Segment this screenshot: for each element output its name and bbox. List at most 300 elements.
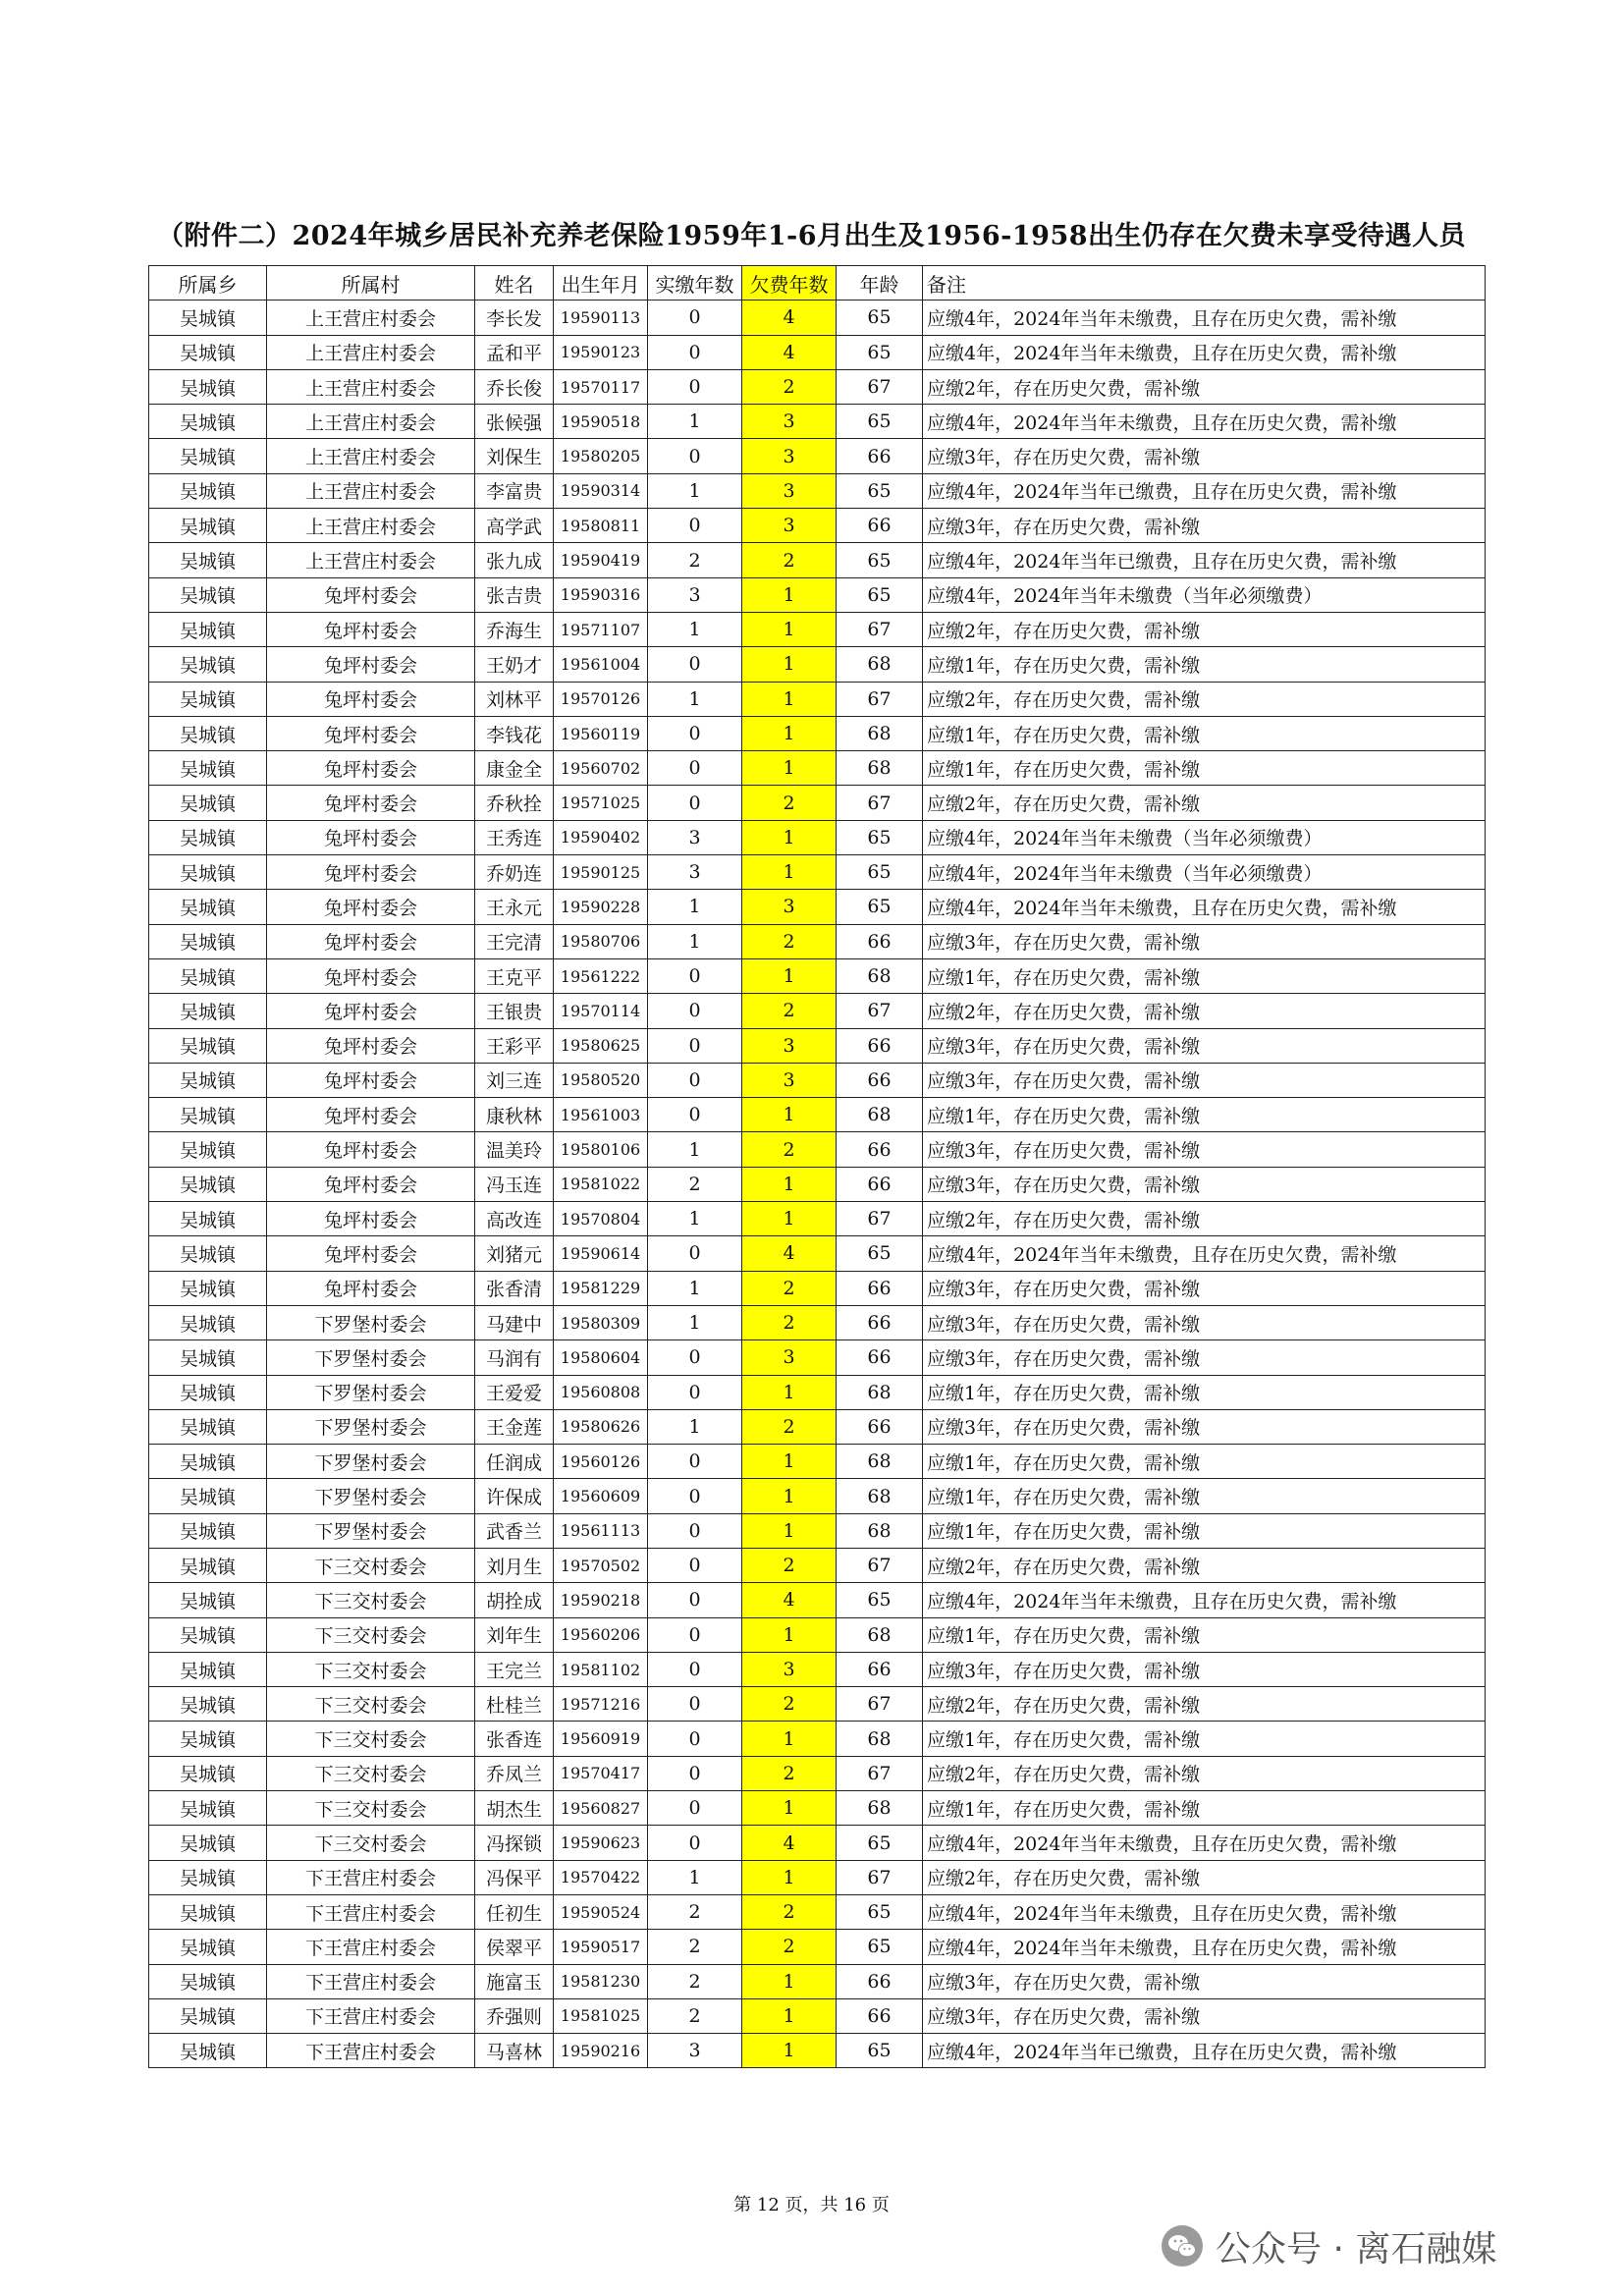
cell-age: 68 xyxy=(837,1791,923,1826)
watermark-text: 公众号 · 离石融媒 xyxy=(1216,2228,1497,2269)
cell-name: 乔奶连 xyxy=(475,855,554,890)
col-header-paid-years: 实缴年数 xyxy=(648,266,742,301)
cell-paid-years: 3 xyxy=(648,2034,742,2068)
cell-birth: 19580106 xyxy=(554,1132,648,1167)
cell-village: 下三交村委会 xyxy=(267,1687,475,1722)
cell-age: 67 xyxy=(837,1687,923,1722)
cell-township: 吴城镇 xyxy=(149,855,267,890)
cell-age: 68 xyxy=(837,958,923,993)
cell-age: 65 xyxy=(837,1583,923,1617)
cell-birth: 19581102 xyxy=(554,1652,648,1686)
cell-remarks: 应缴3年，存在历史欠费，需补缴 xyxy=(923,1409,1486,1444)
cell-paid-years: 1 xyxy=(648,1409,742,1444)
table-row xyxy=(149,1722,1486,1756)
cell-village: 兔坪村委会 xyxy=(267,1167,475,1201)
cell-arrears-years: 3 xyxy=(742,1028,837,1063)
table-row xyxy=(149,1687,1486,1722)
table-row xyxy=(149,335,1486,369)
cell-birth: 19580604 xyxy=(554,1340,648,1375)
cell-township: 吴城镇 xyxy=(149,1271,267,1305)
cell-township: 吴城镇 xyxy=(149,716,267,750)
cell-name: 温美玲 xyxy=(475,1132,554,1167)
cell-paid-years: 0 xyxy=(648,439,742,473)
cell-arrears-years: 2 xyxy=(742,1930,837,1964)
cell-remarks: 应缴4年，2024年当年未缴费，且存在历史欠费，需补缴 xyxy=(923,301,1486,335)
cell-age: 68 xyxy=(837,1722,923,1756)
cell-birth: 19590402 xyxy=(554,820,648,854)
cell-arrears-years: 2 xyxy=(742,1305,837,1339)
cell-remarks: 应缴3年，存在历史欠费，需补缴 xyxy=(923,1028,1486,1063)
cell-village: 兔坪村委会 xyxy=(267,647,475,682)
cell-paid-years: 1 xyxy=(648,405,742,439)
cell-village: 兔坪村委会 xyxy=(267,786,475,820)
cell-name: 许保成 xyxy=(475,1479,554,1513)
cell-arrears-years: 1 xyxy=(742,855,837,890)
cell-village: 兔坪村委会 xyxy=(267,1202,475,1236)
cell-township: 吴城镇 xyxy=(149,1998,267,2033)
col-header-age: 年龄 xyxy=(837,266,923,301)
table-row xyxy=(149,1479,1486,1513)
cell-name: 王彩平 xyxy=(475,1028,554,1063)
cell-village: 兔坪村委会 xyxy=(267,924,475,958)
cell-village: 下三交村委会 xyxy=(267,1617,475,1652)
cell-paid-years: 2 xyxy=(648,1894,742,1929)
cell-village: 下王营庄村委会 xyxy=(267,1930,475,1964)
cell-village: 兔坪村委会 xyxy=(267,1028,475,1063)
cell-name: 王秀连 xyxy=(475,820,554,854)
cell-birth: 19590216 xyxy=(554,2034,648,2068)
cell-birth: 19561004 xyxy=(554,647,648,682)
cell-arrears-years: 2 xyxy=(742,1271,837,1305)
cell-remarks: 应缴4年，2024年当年未缴费，且存在历史欠费，需补缴 xyxy=(923,1826,1486,1860)
cell-age: 66 xyxy=(837,1167,923,1201)
cell-arrears-years: 3 xyxy=(742,890,837,924)
cell-name: 李长发 xyxy=(475,301,554,335)
cell-arrears-years: 1 xyxy=(742,577,837,612)
cell-name: 王银贵 xyxy=(475,994,554,1028)
cell-name: 高改连 xyxy=(475,1202,554,1236)
col-header-name: 姓名 xyxy=(475,266,554,301)
cell-name: 王奶才 xyxy=(475,647,554,682)
cell-birth: 19560609 xyxy=(554,1479,648,1513)
table-row xyxy=(149,1617,1486,1652)
cell-township: 吴城镇 xyxy=(149,1513,267,1548)
cell-arrears-years: 2 xyxy=(742,924,837,958)
table-row xyxy=(149,958,1486,993)
cell-township: 吴城镇 xyxy=(149,1826,267,1860)
cell-birth: 19580520 xyxy=(554,1063,648,1097)
cell-township: 吴城镇 xyxy=(149,1548,267,1582)
cell-township: 吴城镇 xyxy=(149,924,267,958)
cell-remarks: 应缴1年，存在历史欠费，需补缴 xyxy=(923,647,1486,682)
cell-paid-years: 1 xyxy=(648,890,742,924)
table-row xyxy=(149,1513,1486,1548)
cell-arrears-years: 2 xyxy=(742,543,837,577)
cell-name: 侯翠平 xyxy=(475,1930,554,1964)
cell-paid-years: 2 xyxy=(648,1964,742,1998)
table-row xyxy=(149,1305,1486,1339)
cell-township: 吴城镇 xyxy=(149,1583,267,1617)
cell-paid-years: 0 xyxy=(648,958,742,993)
cell-paid-years: 0 xyxy=(648,786,742,820)
cell-name: 张候强 xyxy=(475,405,554,439)
cell-arrears-years: 1 xyxy=(742,1964,837,1998)
table-row xyxy=(149,1340,1486,1375)
cell-age: 66 xyxy=(837,439,923,473)
cell-paid-years: 1 xyxy=(648,924,742,958)
cell-village: 下王营庄村委会 xyxy=(267,1964,475,1998)
table-row xyxy=(149,924,1486,958)
cell-birth: 19590419 xyxy=(554,543,648,577)
wechat-logo-icon xyxy=(1161,2224,1204,2268)
cell-township: 吴城镇 xyxy=(149,1375,267,1409)
cell-name: 李富贵 xyxy=(475,473,554,508)
cell-birth: 19590524 xyxy=(554,1894,648,1929)
cell-arrears-years: 3 xyxy=(742,473,837,508)
cell-township: 吴城镇 xyxy=(149,612,267,646)
cell-arrears-years: 1 xyxy=(742,1513,837,1548)
cell-arrears-years: 1 xyxy=(742,1791,837,1826)
cell-age: 67 xyxy=(837,994,923,1028)
cell-age: 66 xyxy=(837,1271,923,1305)
cell-township: 吴城镇 xyxy=(149,1687,267,1722)
cell-remarks: 应缴4年，2024年当年未缴费（当年必须缴费） xyxy=(923,577,1486,612)
cell-paid-years: 1 xyxy=(648,473,742,508)
cell-village: 上王营庄村委会 xyxy=(267,301,475,335)
cell-arrears-years: 2 xyxy=(742,1687,837,1722)
table-row xyxy=(149,716,1486,750)
cell-birth: 19570502 xyxy=(554,1548,648,1582)
cell-remarks: 应缴3年，存在历史欠费，需补缴 xyxy=(923,509,1486,543)
cell-remarks: 应缴4年，2024年当年未缴费，且存在历史欠费，需补缴 xyxy=(923,335,1486,369)
cell-remarks: 应缴1年，存在历史欠费，需补缴 xyxy=(923,1791,1486,1826)
cell-remarks: 应缴2年，存在历史欠费，需补缴 xyxy=(923,1548,1486,1582)
col-header-village: 所属村 xyxy=(267,266,475,301)
cell-age: 68 xyxy=(837,1375,923,1409)
cell-age: 66 xyxy=(837,1409,923,1444)
cell-remarks: 应缴1年，存在历史欠费，需补缴 xyxy=(923,1479,1486,1513)
cell-age: 66 xyxy=(837,1340,923,1375)
table-row xyxy=(149,369,1486,404)
cell-remarks: 应缴4年，2024年当年未缴费，且存在历史欠费，需补缴 xyxy=(923,1930,1486,1964)
cell-name: 张九成 xyxy=(475,543,554,577)
cell-age: 66 xyxy=(837,1964,923,1998)
cell-age: 65 xyxy=(837,543,923,577)
cell-name: 乔凤兰 xyxy=(475,1756,554,1790)
cell-remarks: 应缴2年，存在历史欠费，需补缴 xyxy=(923,1756,1486,1790)
table-row xyxy=(149,1791,1486,1826)
col-header-township: 所属乡 xyxy=(149,266,267,301)
cell-age: 67 xyxy=(837,1860,923,1894)
table-row xyxy=(149,509,1486,543)
cell-township: 吴城镇 xyxy=(149,335,267,369)
cell-birth: 19581022 xyxy=(554,1167,648,1201)
cell-village: 兔坪村委会 xyxy=(267,577,475,612)
cell-arrears-years: 4 xyxy=(742,1236,837,1271)
cell-name: 刘林平 xyxy=(475,682,554,716)
cell-paid-years: 0 xyxy=(648,1791,742,1826)
cell-remarks: 应缴1年，存在历史欠费，需补缴 xyxy=(923,1375,1486,1409)
col-header-remarks: 备注 xyxy=(923,266,1486,301)
table-row xyxy=(149,751,1486,786)
cell-paid-years: 0 xyxy=(648,716,742,750)
cell-name: 王完兰 xyxy=(475,1652,554,1686)
table-row xyxy=(149,1445,1486,1479)
cell-remarks: 应缴1年，存在历史欠费，需补缴 xyxy=(923,716,1486,750)
cell-village: 上王营庄村委会 xyxy=(267,369,475,404)
cell-paid-years: 0 xyxy=(648,335,742,369)
table-row xyxy=(149,1548,1486,1582)
cell-birth: 19580626 xyxy=(554,1409,648,1444)
cell-paid-years: 2 xyxy=(648,1167,742,1201)
cell-name: 任初生 xyxy=(475,1894,554,1929)
cell-village: 下三交村委会 xyxy=(267,1583,475,1617)
cell-birth: 19560206 xyxy=(554,1617,648,1652)
cell-paid-years: 1 xyxy=(648,1202,742,1236)
cell-remarks: 应缴3年，存在历史欠费，需补缴 xyxy=(923,1271,1486,1305)
cell-village: 下王营庄村委会 xyxy=(267,1860,475,1894)
cell-birth: 19561003 xyxy=(554,1098,648,1132)
table-row xyxy=(149,1756,1486,1790)
cell-birth: 19571216 xyxy=(554,1687,648,1722)
cell-remarks: 应缴3年，存在历史欠费，需补缴 xyxy=(923,1063,1486,1097)
cell-village: 下王营庄村委会 xyxy=(267,1894,475,1929)
cell-remarks: 应缴2年，存在历史欠费，需补缴 xyxy=(923,1202,1486,1236)
cell-birth: 19581229 xyxy=(554,1271,648,1305)
cell-township: 吴城镇 xyxy=(149,1098,267,1132)
cell-township: 吴城镇 xyxy=(149,2034,267,2068)
cell-village: 上王营庄村委会 xyxy=(267,335,475,369)
cell-age: 65 xyxy=(837,1894,923,1929)
cell-name: 张吉贵 xyxy=(475,577,554,612)
cell-remarks: 应缴2年，存在历史欠费，需补缴 xyxy=(923,682,1486,716)
cell-paid-years: 2 xyxy=(648,1930,742,1964)
cell-village: 兔坪村委会 xyxy=(267,682,475,716)
cell-paid-years: 0 xyxy=(648,1722,742,1756)
table-row xyxy=(149,1375,1486,1409)
cell-paid-years: 3 xyxy=(648,577,742,612)
cell-birth: 19590623 xyxy=(554,1826,648,1860)
cell-birth: 19580625 xyxy=(554,1028,648,1063)
table-row xyxy=(149,1860,1486,1894)
cell-paid-years: 0 xyxy=(648,751,742,786)
cell-township: 吴城镇 xyxy=(149,473,267,508)
cell-village: 兔坪村委会 xyxy=(267,1236,475,1271)
cell-arrears-years: 2 xyxy=(742,1409,837,1444)
cell-township: 吴城镇 xyxy=(149,439,267,473)
cell-paid-years: 0 xyxy=(648,1236,742,1271)
cell-arrears-years: 2 xyxy=(742,1132,837,1167)
cell-birth: 19580811 xyxy=(554,509,648,543)
cell-age: 65 xyxy=(837,301,923,335)
cell-village: 下罗堡村委会 xyxy=(267,1479,475,1513)
cell-paid-years: 1 xyxy=(648,1860,742,1894)
cell-arrears-years: 2 xyxy=(742,994,837,1028)
cell-village: 下三交村委会 xyxy=(267,1756,475,1790)
cell-name: 康秋林 xyxy=(475,1098,554,1132)
cell-name: 李钱花 xyxy=(475,716,554,750)
cell-paid-years: 0 xyxy=(648,1479,742,1513)
cell-age: 65 xyxy=(837,577,923,612)
cell-township: 吴城镇 xyxy=(149,1063,267,1097)
cell-age: 66 xyxy=(837,924,923,958)
cell-name: 乔秋拴 xyxy=(475,786,554,820)
table-row xyxy=(149,1930,1486,1964)
cell-name: 马喜林 xyxy=(475,2034,554,2068)
cell-township: 吴城镇 xyxy=(149,405,267,439)
cell-arrears-years: 2 xyxy=(742,786,837,820)
cell-birth: 19570417 xyxy=(554,1756,648,1790)
cell-paid-years: 1 xyxy=(648,1132,742,1167)
cell-arrears-years: 1 xyxy=(742,1445,837,1479)
cell-arrears-years: 4 xyxy=(742,1826,837,1860)
cell-village: 兔坪村委会 xyxy=(267,1271,475,1305)
table-row xyxy=(149,647,1486,682)
cell-village: 上王营庄村委会 xyxy=(267,543,475,577)
cell-birth: 19561113 xyxy=(554,1513,648,1548)
cell-remarks: 应缴1年，存在历史欠费，需补缴 xyxy=(923,1098,1486,1132)
cell-township: 吴城镇 xyxy=(149,1132,267,1167)
cell-name: 张香清 xyxy=(475,1271,554,1305)
cell-remarks: 应缴3年，存在历史欠费，需补缴 xyxy=(923,1998,1486,2033)
cell-name: 杜桂兰 xyxy=(475,1687,554,1722)
table-row xyxy=(149,612,1486,646)
cell-age: 67 xyxy=(837,786,923,820)
cell-arrears-years: 3 xyxy=(742,1340,837,1375)
cell-remarks: 应缴3年，存在历史欠费，需补缴 xyxy=(923,439,1486,473)
cell-village: 下罗堡村委会 xyxy=(267,1513,475,1548)
table-row xyxy=(149,1271,1486,1305)
cell-village: 兔坪村委会 xyxy=(267,1098,475,1132)
cell-birth: 19560126 xyxy=(554,1445,648,1479)
cell-township: 吴城镇 xyxy=(149,1479,267,1513)
cell-age: 68 xyxy=(837,1617,923,1652)
cell-age: 65 xyxy=(837,2034,923,2068)
cell-paid-years: 1 xyxy=(648,682,742,716)
cell-village: 下罗堡村委会 xyxy=(267,1375,475,1409)
cell-arrears-years: 3 xyxy=(742,439,837,473)
cell-arrears-years: 1 xyxy=(742,647,837,682)
cell-village: 兔坪村委会 xyxy=(267,890,475,924)
table-row xyxy=(149,405,1486,439)
cell-remarks: 应缴1年，存在历史欠费，需补缴 xyxy=(923,1513,1486,1548)
cell-birth: 19580706 xyxy=(554,924,648,958)
cell-remarks: 应缴2年，存在历史欠费，需补缴 xyxy=(923,612,1486,646)
cell-birth: 19560702 xyxy=(554,751,648,786)
cell-township: 吴城镇 xyxy=(149,1722,267,1756)
cell-arrears-years: 4 xyxy=(742,1583,837,1617)
table-row xyxy=(149,543,1486,577)
cell-village: 下罗堡村委会 xyxy=(267,1445,475,1479)
cell-remarks: 应缴4年，2024年当年未缴费，且存在历史欠费，需补缴 xyxy=(923,1894,1486,1929)
table-row xyxy=(149,786,1486,820)
cell-paid-years: 0 xyxy=(648,1445,742,1479)
cell-arrears-years: 3 xyxy=(742,509,837,543)
cell-birth: 19570422 xyxy=(554,1860,648,1894)
cell-township: 吴城镇 xyxy=(149,682,267,716)
cell-birth: 19580309 xyxy=(554,1305,648,1339)
cell-township: 吴城镇 xyxy=(149,301,267,335)
cell-remarks: 应缴4年，2024年当年未缴费，且存在历史欠费，需补缴 xyxy=(923,1236,1486,1271)
cell-name: 刘年生 xyxy=(475,1617,554,1652)
cell-paid-years: 0 xyxy=(648,1340,742,1375)
cell-arrears-years: 2 xyxy=(742,369,837,404)
table-row xyxy=(149,820,1486,854)
table-row xyxy=(149,577,1486,612)
cell-township: 吴城镇 xyxy=(149,1930,267,1964)
cell-paid-years: 1 xyxy=(648,1271,742,1305)
cell-township: 吴城镇 xyxy=(149,1860,267,1894)
cell-paid-years: 0 xyxy=(648,647,742,682)
cell-remarks: 应缴4年，2024年当年已缴费，且存在历史欠费，需补缴 xyxy=(923,2034,1486,2068)
cell-paid-years: 2 xyxy=(648,543,742,577)
cell-remarks: 应缴3年，存在历史欠费，需补缴 xyxy=(923,1652,1486,1686)
cell-name: 马润有 xyxy=(475,1340,554,1375)
cell-paid-years: 0 xyxy=(648,1687,742,1722)
cell-age: 65 xyxy=(837,335,923,369)
cell-birth: 19560919 xyxy=(554,1722,648,1756)
cell-remarks: 应缴1年，存在历史欠费，需补缴 xyxy=(923,1722,1486,1756)
cell-remarks: 应缴4年，2024年当年未缴费，且存在历史欠费，需补缴 xyxy=(923,1583,1486,1617)
cell-township: 吴城镇 xyxy=(149,1791,267,1826)
cell-birth: 19570114 xyxy=(554,994,648,1028)
cell-township: 吴城镇 xyxy=(149,1756,267,1790)
table-row xyxy=(149,1894,1486,1929)
cell-village: 兔坪村委会 xyxy=(267,1063,475,1097)
cell-arrears-years: 1 xyxy=(742,716,837,750)
cell-arrears-years: 2 xyxy=(742,1894,837,1929)
table-row xyxy=(149,1167,1486,1201)
cell-remarks: 应缴2年，存在历史欠费，需补缴 xyxy=(923,369,1486,404)
cell-village: 下三交村委会 xyxy=(267,1722,475,1756)
cell-remarks: 应缴3年，存在历史欠费，需补缴 xyxy=(923,1305,1486,1339)
cell-name: 张香连 xyxy=(475,1722,554,1756)
cell-name: 冯保平 xyxy=(475,1860,554,1894)
cell-remarks: 应缴3年，存在历史欠费，需补缴 xyxy=(923,1340,1486,1375)
cell-arrears-years: 1 xyxy=(742,1722,837,1756)
cell-township: 吴城镇 xyxy=(149,647,267,682)
cell-arrears-years: 1 xyxy=(742,1998,837,2033)
cell-name: 王爱爱 xyxy=(475,1375,554,1409)
table-row xyxy=(149,1964,1486,1998)
cell-township: 吴城镇 xyxy=(149,1964,267,1998)
table-row xyxy=(149,1063,1486,1097)
cell-birth: 19590218 xyxy=(554,1583,648,1617)
cell-birth: 19570126 xyxy=(554,682,648,716)
cell-arrears-years: 3 xyxy=(742,1652,837,1686)
cell-birth: 19590314 xyxy=(554,473,648,508)
cell-paid-years: 0 xyxy=(648,1652,742,1686)
cell-age: 68 xyxy=(837,1445,923,1479)
cell-township: 吴城镇 xyxy=(149,994,267,1028)
cell-name: 胡拴成 xyxy=(475,1583,554,1617)
cell-birth: 19590113 xyxy=(554,301,648,335)
cell-remarks: 应缴4年，2024年当年已缴费，且存在历史欠费，需补缴 xyxy=(923,543,1486,577)
cell-paid-years: 0 xyxy=(648,1548,742,1582)
cell-township: 吴城镇 xyxy=(149,1305,267,1339)
table-row xyxy=(149,1583,1486,1617)
cell-name: 王克平 xyxy=(475,958,554,993)
cell-village: 下王营庄村委会 xyxy=(267,1998,475,2033)
cell-paid-years: 3 xyxy=(648,855,742,890)
cell-birth: 19590123 xyxy=(554,335,648,369)
cell-remarks: 应缴2年，存在历史欠费，需补缴 xyxy=(923,1860,1486,1894)
cell-paid-years: 0 xyxy=(648,509,742,543)
cell-paid-years: 0 xyxy=(648,1098,742,1132)
cell-birth: 19580205 xyxy=(554,439,648,473)
cell-arrears-years: 1 xyxy=(742,1375,837,1409)
table-row xyxy=(149,994,1486,1028)
